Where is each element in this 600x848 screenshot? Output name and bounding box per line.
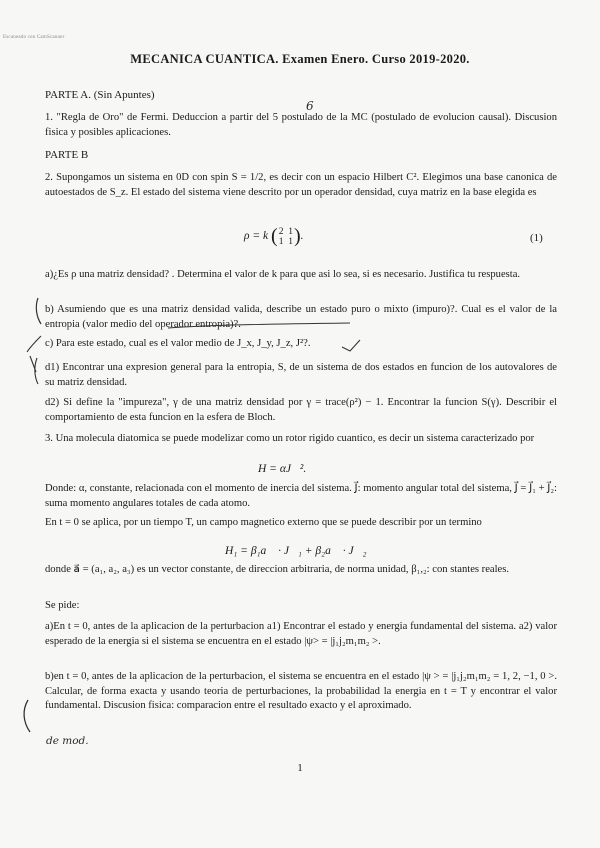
question-2-intro: 2. Supongamos un sistema en 0D con spin S = 1/2, es decir con un espacio Hilbert C². Elegimos una base canonica de autoestados de S_z. El estado del sistema viene descrito por un operador densidad, cuya matriz en la base elegida es (45, 172, 557, 198)
question-2a: a)¿Es ρ una matriz densidad? . Determina el valor de k para que asi lo sea, si es necesario. Justifica tu respuesta. (45, 269, 521, 280)
density-matrix: 2 1 1 1 (278, 226, 293, 247)
parte-b-heading: PARTE B (45, 149, 89, 161)
question-3-perturbation: En t = 0 se aplica, por un tiempo T, un campo magnetico externo que se puede describir por un termino (45, 517, 482, 528)
check-mark-2c (27, 336, 41, 372)
exam-title: MECANICA CUANTICA. Examen Enero. Curso 2019-2020. (130, 52, 470, 66)
parte-a-heading: PARTE A. (Sin Apuntes) (45, 89, 155, 101)
equation-2: H = αJ⃗². (258, 463, 307, 475)
bracket-mark-3b (24, 700, 30, 732)
equation-3: H₁ = β₁a⃗ · J⃗₁ + β₂a⃗ · J⃗₂ (225, 545, 367, 557)
handwritten-note: de mod. (46, 735, 89, 747)
question-2b: b) Asumiendo que es una matriz densidad valida, describe un estado puro o mixto (impuro)?. Cual es el valor de la entropia (valor medio del operador entropia)?. (45, 304, 557, 330)
underline-mark-entropia (168, 323, 350, 328)
question-2d2: d2) Si define la "impureza", γ de una matriz densidad por γ = trace(ρ²) − 1. Encontrar la funcion S(γ). Describir el comportamiento de esta funcion en la esfera de Bloch. (45, 397, 557, 423)
bracket-mark-2b (36, 298, 41, 324)
check-mark-2c-right (342, 340, 360, 351)
question-1: 1. "Regla de Oro" de Fermi. Deduccion a partir del 5 postulado de la MC (postulado de evolucion causal). Discusion fisica y posibles aplicaciones. (45, 112, 557, 138)
question-2c: c) Para este estado, cual es el valor medio de J_x, J_y, J_z, J²?. (45, 338, 311, 349)
equation-1-lhs: ρ = k (244, 230, 269, 243)
question-3-definitions: Donde: α, constante, relacionada con el momento de inercia del sistema. J⃗: momento angular total del sistema, J⃗ = J⃗₁ + J⃗₂: suma momento angulares totales de cada atomo. (45, 483, 557, 509)
se-pide: Se pide: (45, 600, 80, 611)
page-number: 1 (297, 762, 303, 774)
question-3-intro: 3. Una molecula diatomica se puede modelizar como un rotor rigido cuantico, es decir un sistema caracterizado por (45, 433, 535, 444)
equation-1-number: (1) (530, 232, 543, 244)
question-3-vector: donde a⃗ = (a₁, a₂, a₃) es un vector constante, de direccion arbitraria, de norma unidad, β₁,₂: con stantes reales. (45, 564, 510, 575)
equation-1: ρ = k (2 1 1 1). (244, 225, 304, 247)
scanner-stamp: Escaneado con CamScanner (3, 35, 65, 40)
handwritten-six: 6 (306, 99, 314, 113)
question-3a: a)En t = 0, antes de la aplicacion de la perturbacion a1) Encontrar el estado y energia fundamental del sistema. a2) valor esperado de la energia si el sistema se encuentra en el estado |ψ> = |j₁j₂m₁m₂ >. (45, 621, 557, 647)
question-2d1: d1) Encontrar una expresion general para la entropia, S, de un sistema de dos estados en funcion de los autovalores de su matriz densidad. (45, 362, 557, 388)
question-3b: b)en t = 0, antes de la aplicacion de la perturbacion, el sistema se encuentra en el estado |ψ > = |j₁j₂m₁m₂ = 1, 2, −1, 0 >. Calcular, de forma exacta y usando teoria de perturbaciones, la probabilidad la energia en t = T y encontrar el valor fundamental. Discusion fisica: comparacion entre el resultado exacto y el aproximado. (45, 671, 557, 712)
